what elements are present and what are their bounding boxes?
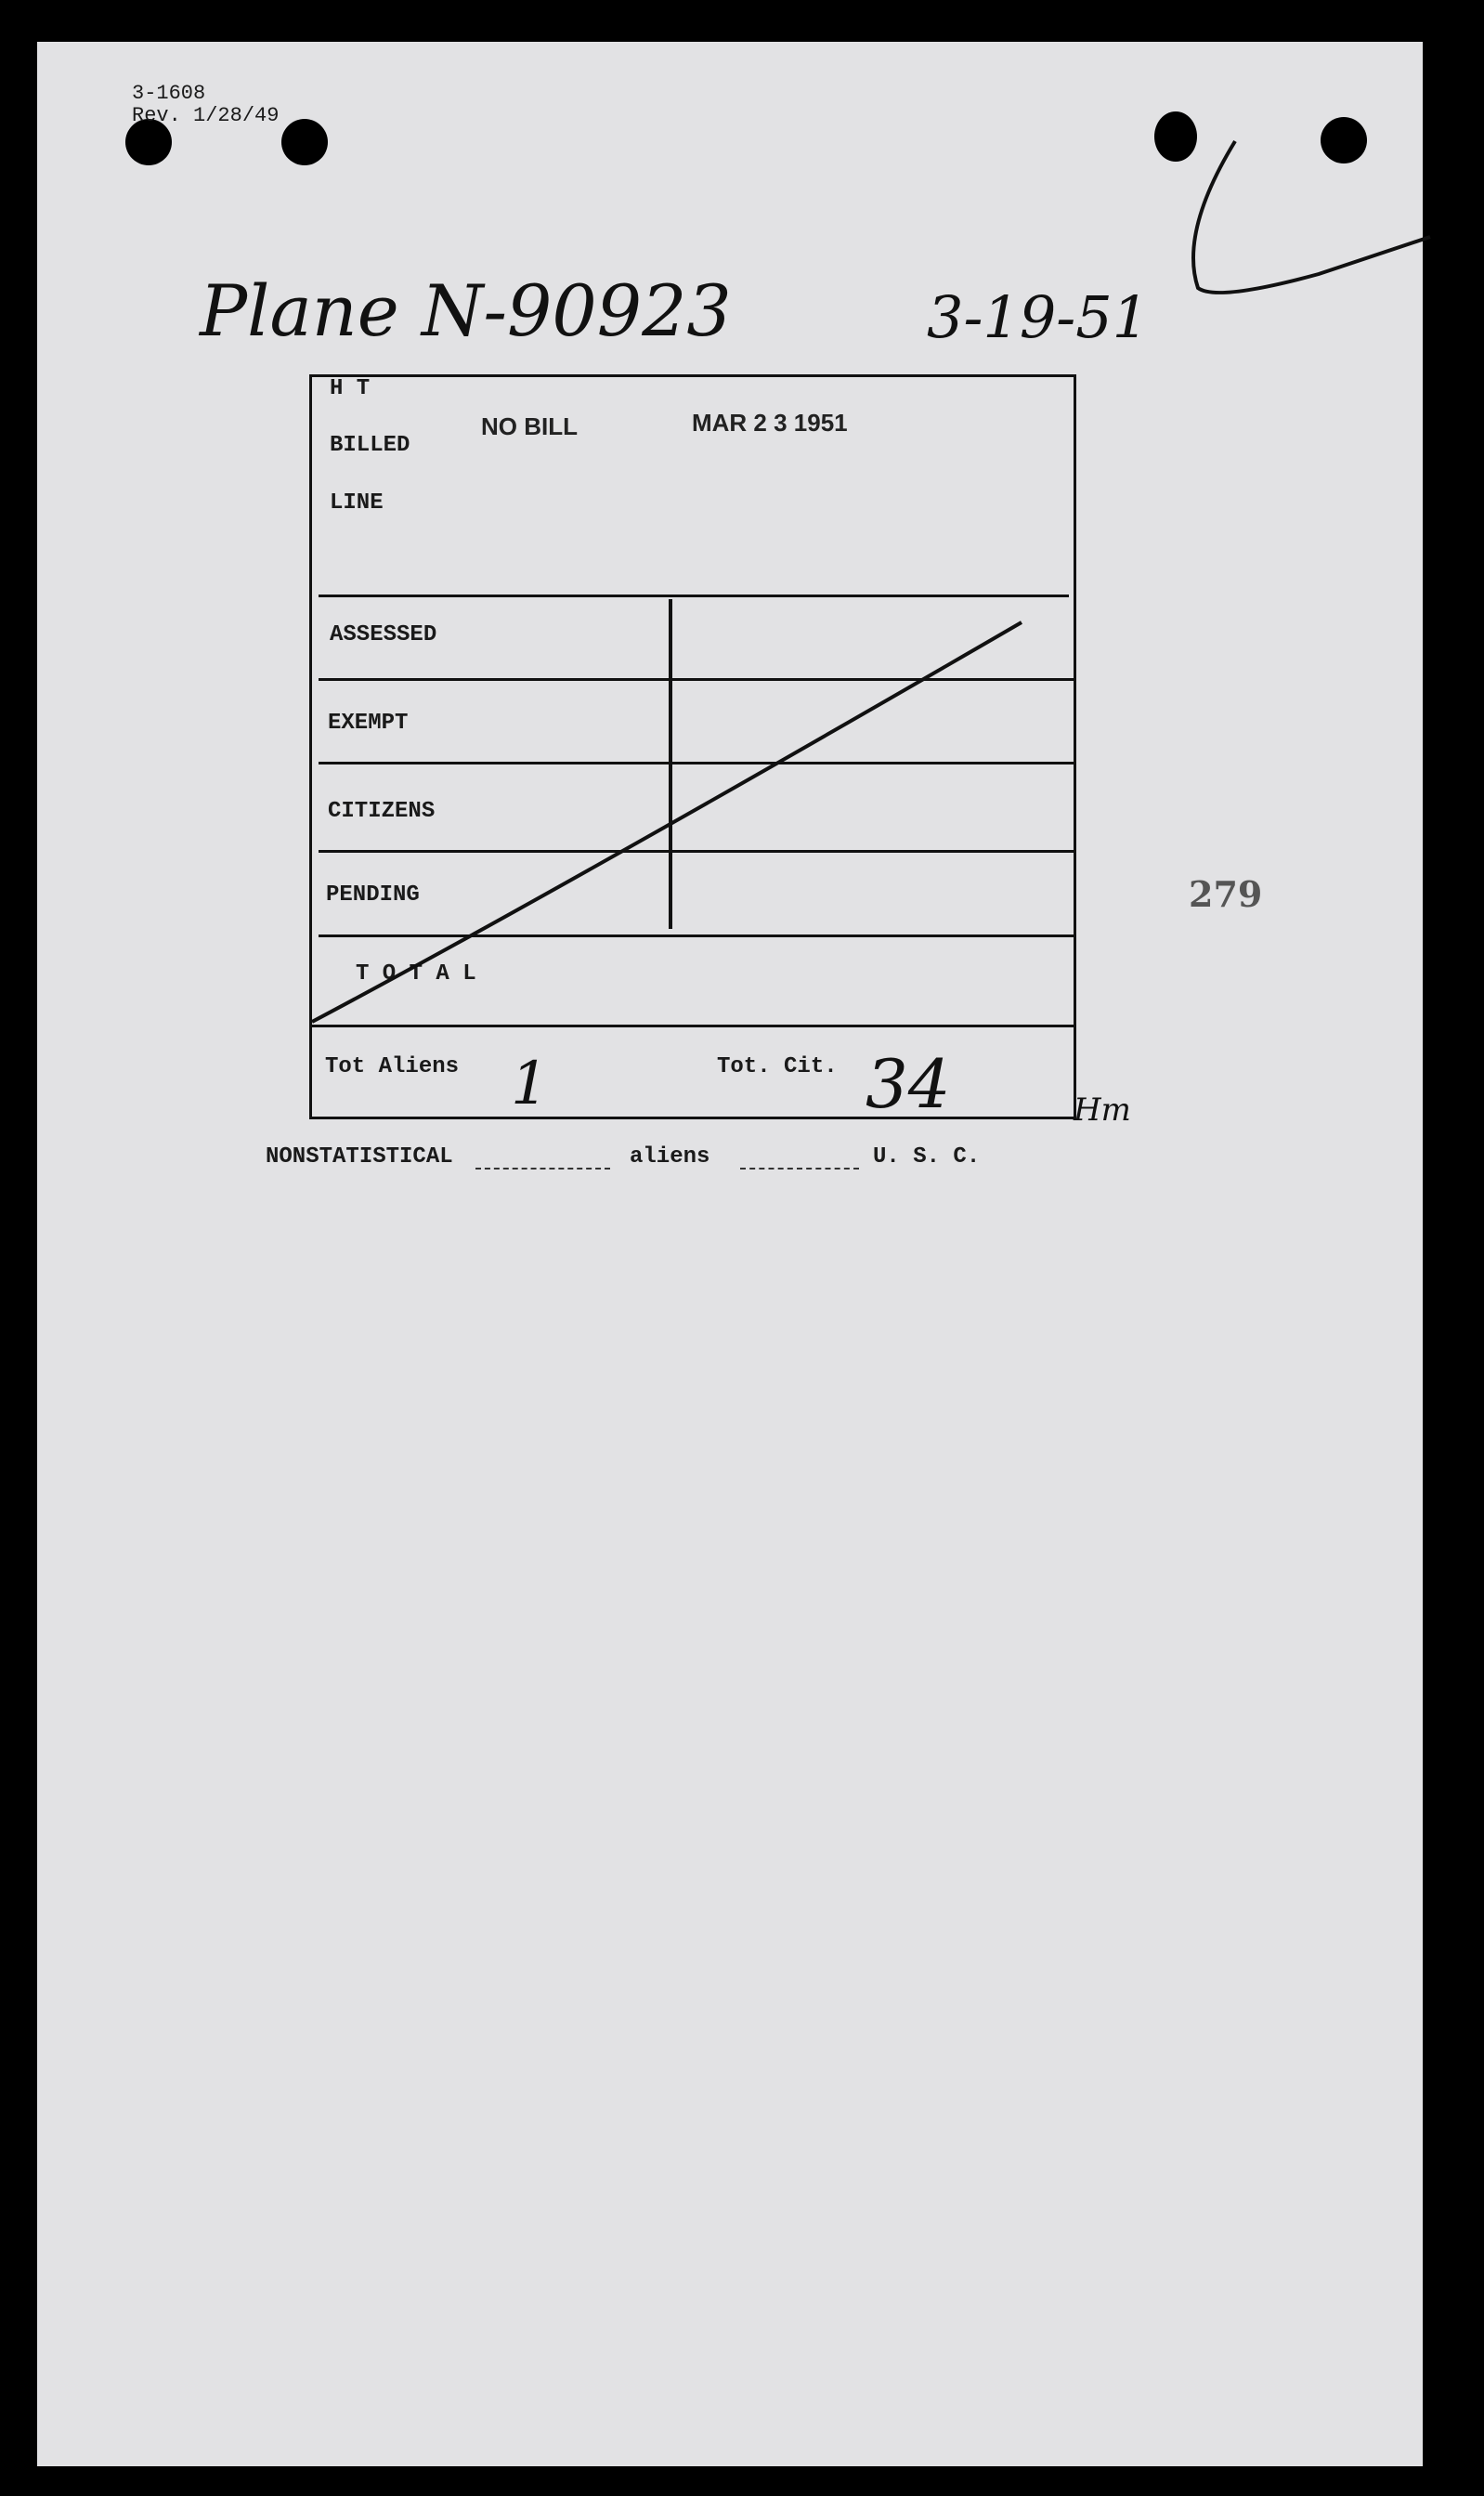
billed-label: BILLED	[330, 433, 410, 458]
initials: Hm	[1074, 1091, 1131, 1129]
ht-label: H T	[330, 376, 371, 401]
form-revision: Rev. 1/28/49	[132, 104, 280, 127]
corner-pen-mark	[1193, 141, 1430, 293]
tot-cit-value: 34	[866, 1045, 951, 1123]
aliens-label: aliens	[630, 1144, 710, 1170]
tot-aliens-value: 1	[511, 1050, 549, 1118]
plane-number: Plane N-90923	[200, 269, 732, 352]
tot-cit-label: Tot. Cit.	[717, 1054, 838, 1079]
date-stamp: MAR 2 3 1951	[692, 409, 848, 437]
pending-label: PENDING	[326, 882, 420, 908]
total-label: T O T A L	[356, 961, 476, 987]
handwritten-date: 3-19-51	[927, 283, 1150, 351]
form-number: 3-1608	[132, 82, 206, 105]
line-label: LINE	[330, 490, 384, 516]
assessed-label: ASSESSED	[330, 622, 437, 647]
usc-label: U. S. C.	[873, 1144, 981, 1170]
tot-aliens-label: Tot Aliens	[325, 1054, 460, 1079]
no-bill-stamp: NO BILL	[481, 412, 578, 440]
nonstatistical-label: NONSTATISTICAL	[266, 1144, 453, 1170]
exempt-label: EXEMPT	[328, 711, 409, 736]
page-number: 279	[1189, 873, 1263, 915]
citizens-label: CITIZENS	[328, 799, 436, 824]
diagonal-strike-line	[312, 622, 1022, 1022]
